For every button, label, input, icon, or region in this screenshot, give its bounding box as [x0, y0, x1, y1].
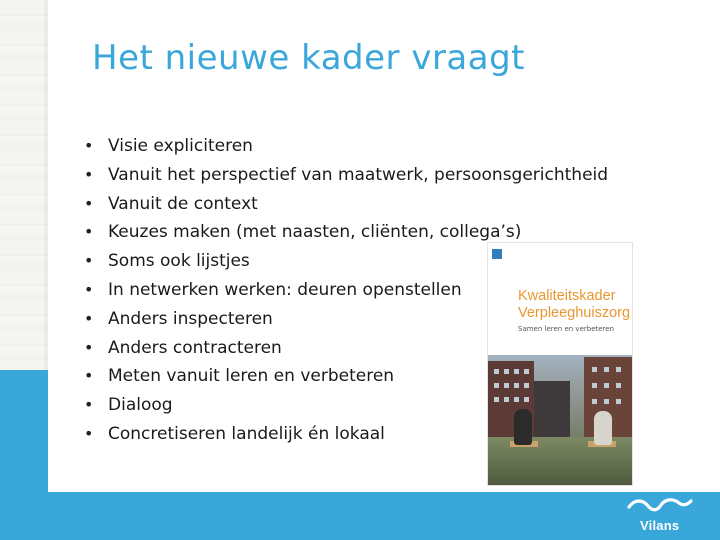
- bullet-dot: •: [84, 193, 94, 213]
- bullet-item: • In netwerken werken: deuren openstellen: [84, 279, 462, 300]
- bullet-dot: •: [84, 308, 94, 328]
- bullet-dot: •: [84, 222, 94, 242]
- bullet-item: • Meten vanuit leren en verbeteren: [84, 366, 395, 387]
- bullet-dot: •: [84, 423, 94, 443]
- wood-texture-strip: [0, 0, 48, 370]
- bullet-dot: •: [84, 337, 94, 357]
- bullet-dot: •: [84, 164, 94, 184]
- bullet-dot: •: [84, 279, 94, 299]
- bullet-item: • Keuzes maken (met naasten, cliënten, collega’s): [84, 222, 522, 243]
- vilans-logo: Vilans: [640, 518, 680, 533]
- bullet-item: • Concretiseren landelijk én lokaal: [84, 423, 385, 444]
- bullet-item: • Anders contracteren: [84, 337, 282, 358]
- cover-photo: [488, 355, 632, 485]
- bullet-item: • Visie expliciteren: [84, 136, 253, 156]
- person-right: [594, 411, 612, 445]
- publisher-logo-icon: [492, 249, 502, 259]
- bullet-item: • Vanuit het perspectief van maatwerk, persoonsgerichtheid: [84, 164, 609, 185]
- footer-band: [0, 492, 720, 540]
- book-cover-image: [488, 243, 632, 485]
- bullet-dot: •: [84, 395, 94, 415]
- building-middle: [534, 381, 570, 437]
- bullet-item: • Soms ook lijstjes: [84, 251, 250, 272]
- cover-subtitle: Samen leren en verbeteren: [518, 325, 615, 333]
- slide-title: Het nieuwe kader vraagt: [92, 38, 526, 78]
- bullet-item: • Anders inspecteren: [84, 308, 273, 329]
- person-left: [514, 409, 532, 445]
- bullet-dot: •: [84, 251, 94, 271]
- cover-title: Kwaliteitskader Verpleeghuiszorg: [518, 288, 631, 321]
- bullet-item: • Vanuit de context: [84, 193, 258, 214]
- bullet-dot: •: [84, 366, 94, 386]
- bullet-item: • Dialoog: [84, 395, 173, 416]
- bullet-dot: •: [84, 136, 94, 155]
